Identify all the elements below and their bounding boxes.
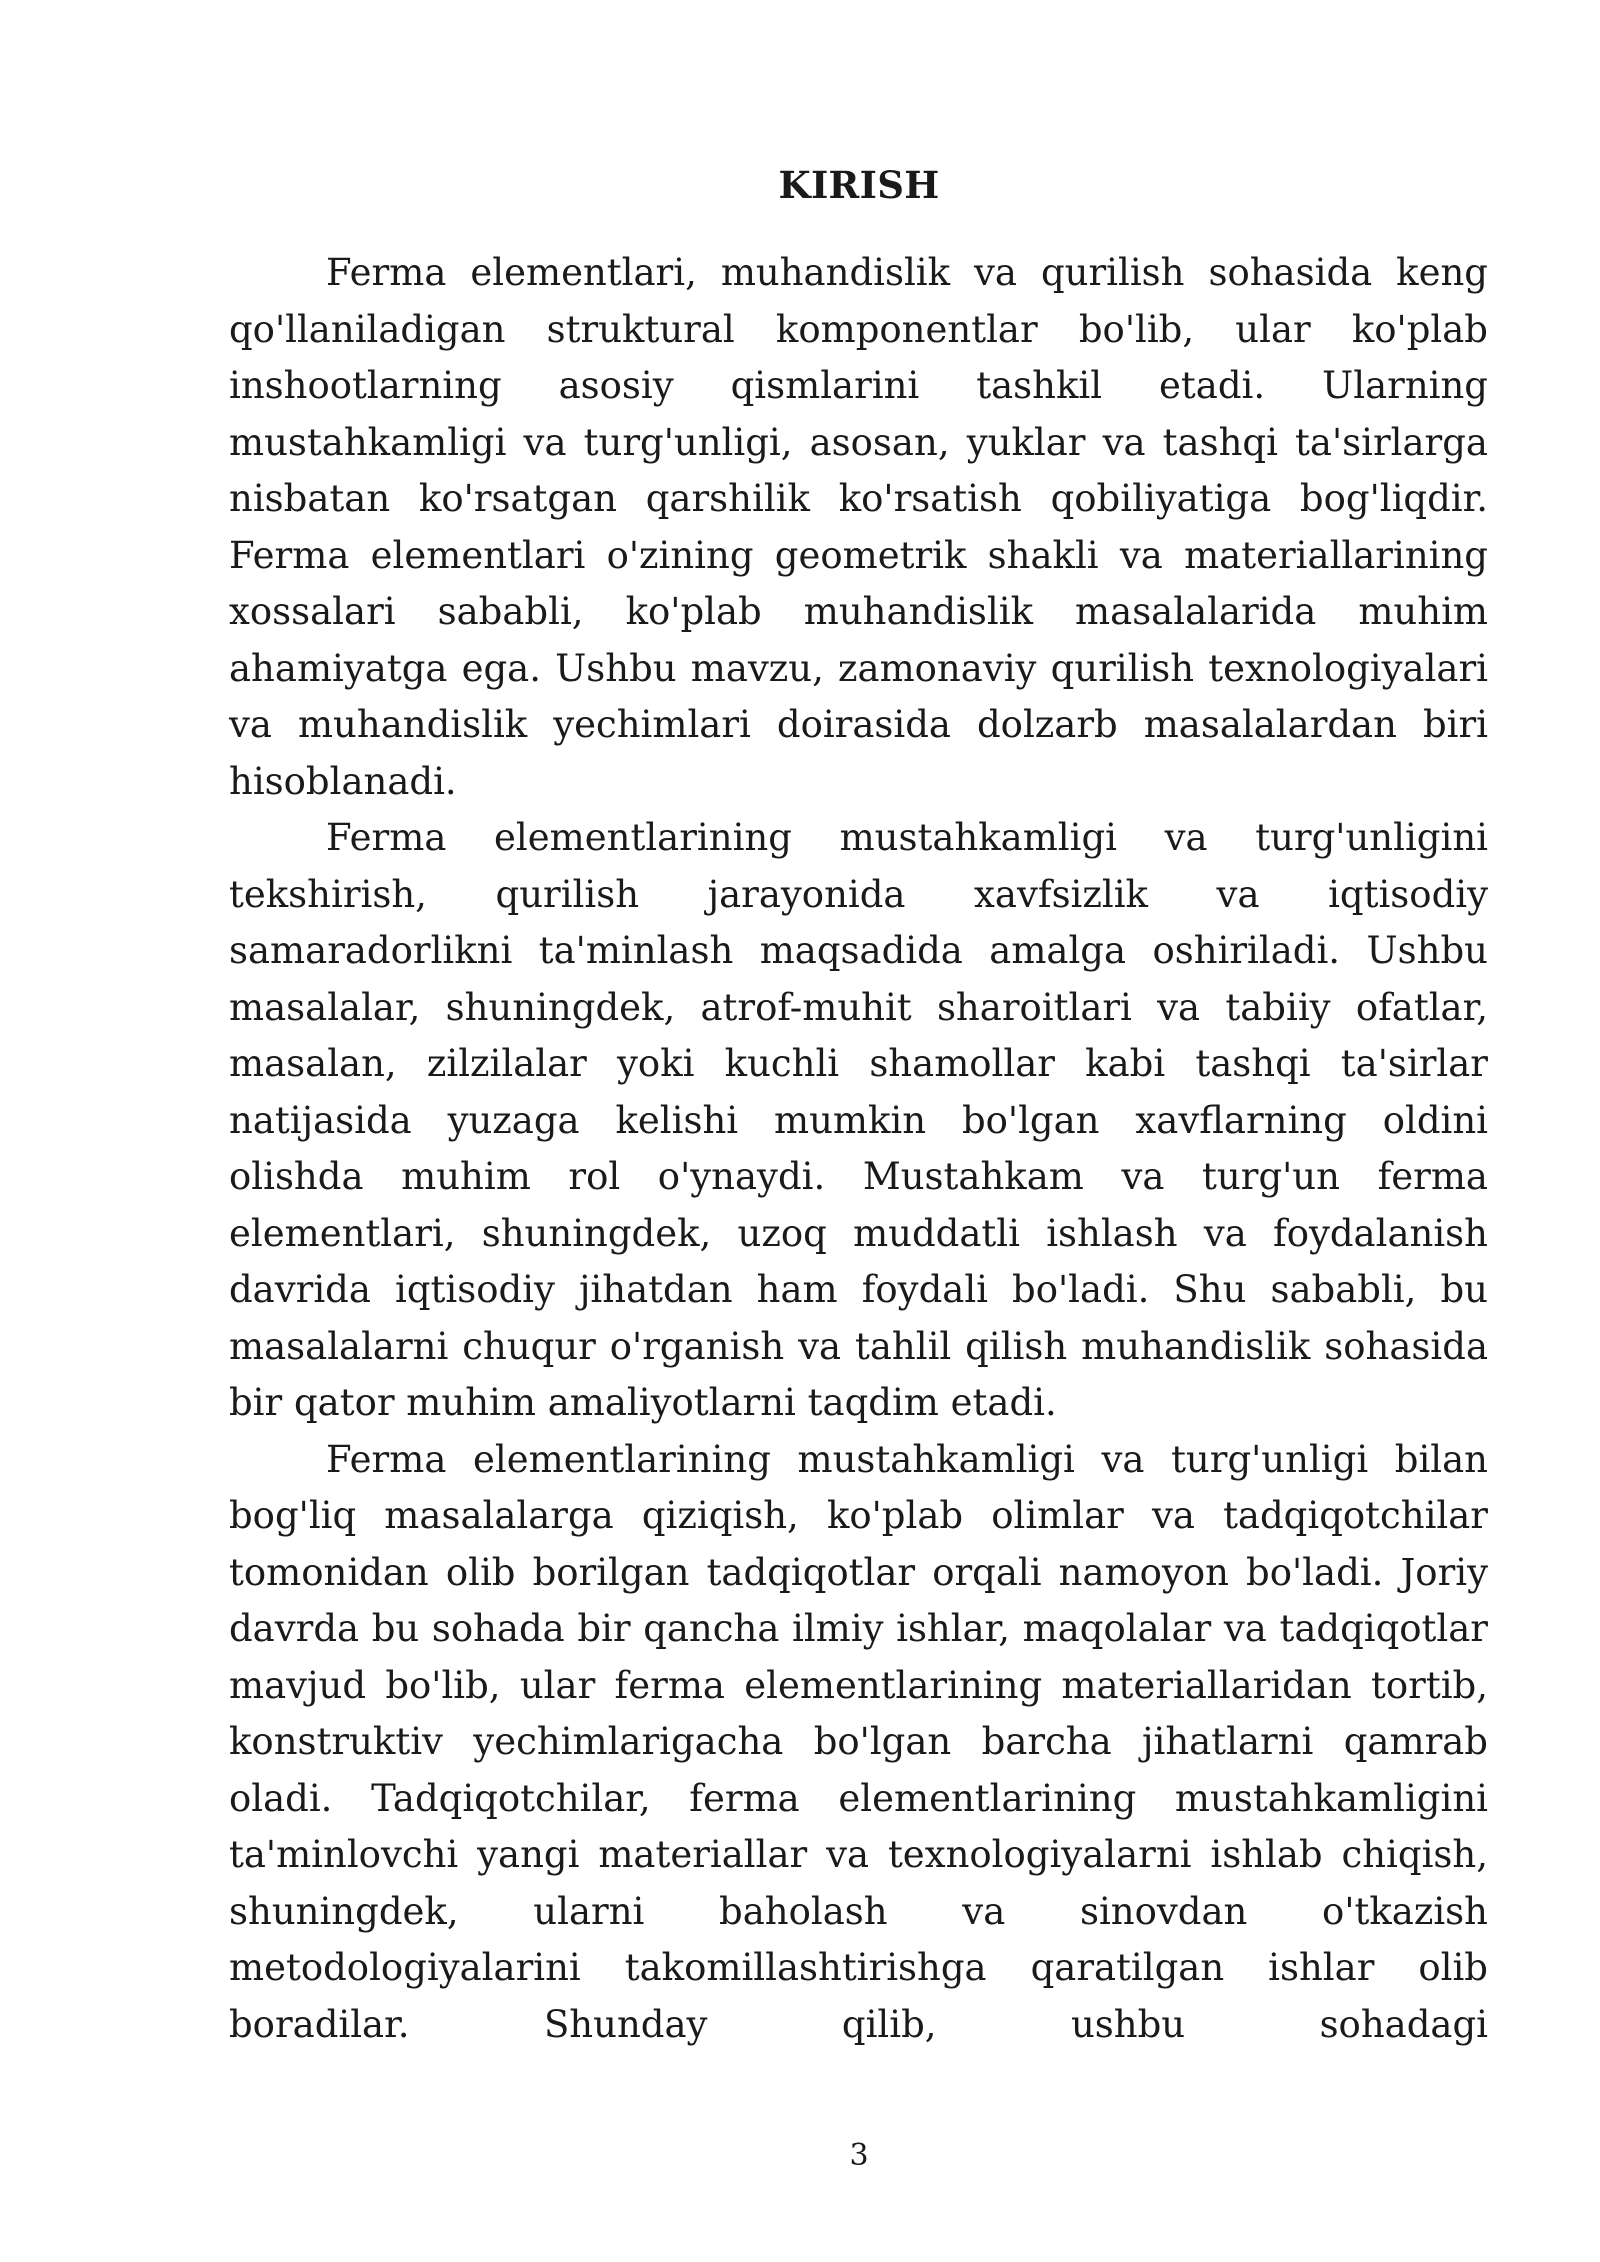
paragraph-2: Ferma elementlarining mustahkamligi va turg'unligini tekshirish, qurilish jarayonida xavfsizlik va iqtisodiy samaradorlikni ta'minlash maqsadida amalga oshiriladi. Ushbu masalalar, shuningdek, atrof-muhit sharoitlari va tabiiy ofatlar, masalan, zilzilalar yoki kuchli shamollar kabi tashqi ta'sirlar natijasida yuzaga kelishi mumkin bo'lgan xavflarning oldini olishda muhim rol o'ynaydi. Mustahkam va turg'un ferma elementlari, shuningdek, uzoq muddatli ishlash va foydalanish davrida iqtisodiy jihatdan ham foydali bo'ladi. Shu sababli, bu masalalarni chuqur o'rganish va tahlil qilish muhandislik sohasida bir qator muhim amaliyotlarni taqdim etadi. — [229, 816, 1488, 1424]
body-text — [229, 245, 1488, 2053]
paragraph-1: Ferma elementlari, muhandislik va qurilish sohasida keng qo'llaniladigan struktural komponentlar bo'lib, ular ko'plab inshootlarning asosiy qismlarini tashkil etadi. Ularning mustahkamligi va turg'unligi, asosan, yuklar va tashqi ta'sirlarga nisbatan ko'rsatgan qarshilik ko'rsatish qobiliyatiga bog'liqdir. Ferma elementlari o'zining geometrik shakli va materiallarining xossalari sababli, ko'plab muhandislik masalalarida muhim ahamiyatga ega. Ushbu mavzu, zamonaviy qurilish texnologiyalari va muhandislik yechimlari doirasida dolzarb masalalardan biri hisoblanadi. — [229, 251, 1488, 803]
section-heading: KIRISH — [778, 163, 940, 207]
paragraph-3: Ferma elementlarining mustahkamligi va turg'unligi bilan bog'liq masalalarga qiziqish, ko'plab olimlar va tadqiqotchilar tomonidan olib borilgan tadqiqotlar orqali namoyon bo'ladi. Joriy davrda bu sohada bir qancha ilmiy ishlar, maqolalar va tadqiqotlar mavjud bo'lib, ular ferma elementlarining materiallaridan tortib, konstruktiv yechimlarigacha bo'lgan barcha jihatlarni qamrab oladi. Tadqiqotchilar, ferma elementlarining mustahkamligini ta'minlovchi yangi materiallar va texnologiyalarni ishlab chiqish, shuningdek, ularni baholash va sinovdan o'tkazish metodologiyalarini takomillashtirishga qaratilgan ishlar olib boradilar. Shunday qilib, ushbu sohadagi — [229, 1437, 1488, 2046]
page-number: 3 — [849, 2138, 869, 2173]
